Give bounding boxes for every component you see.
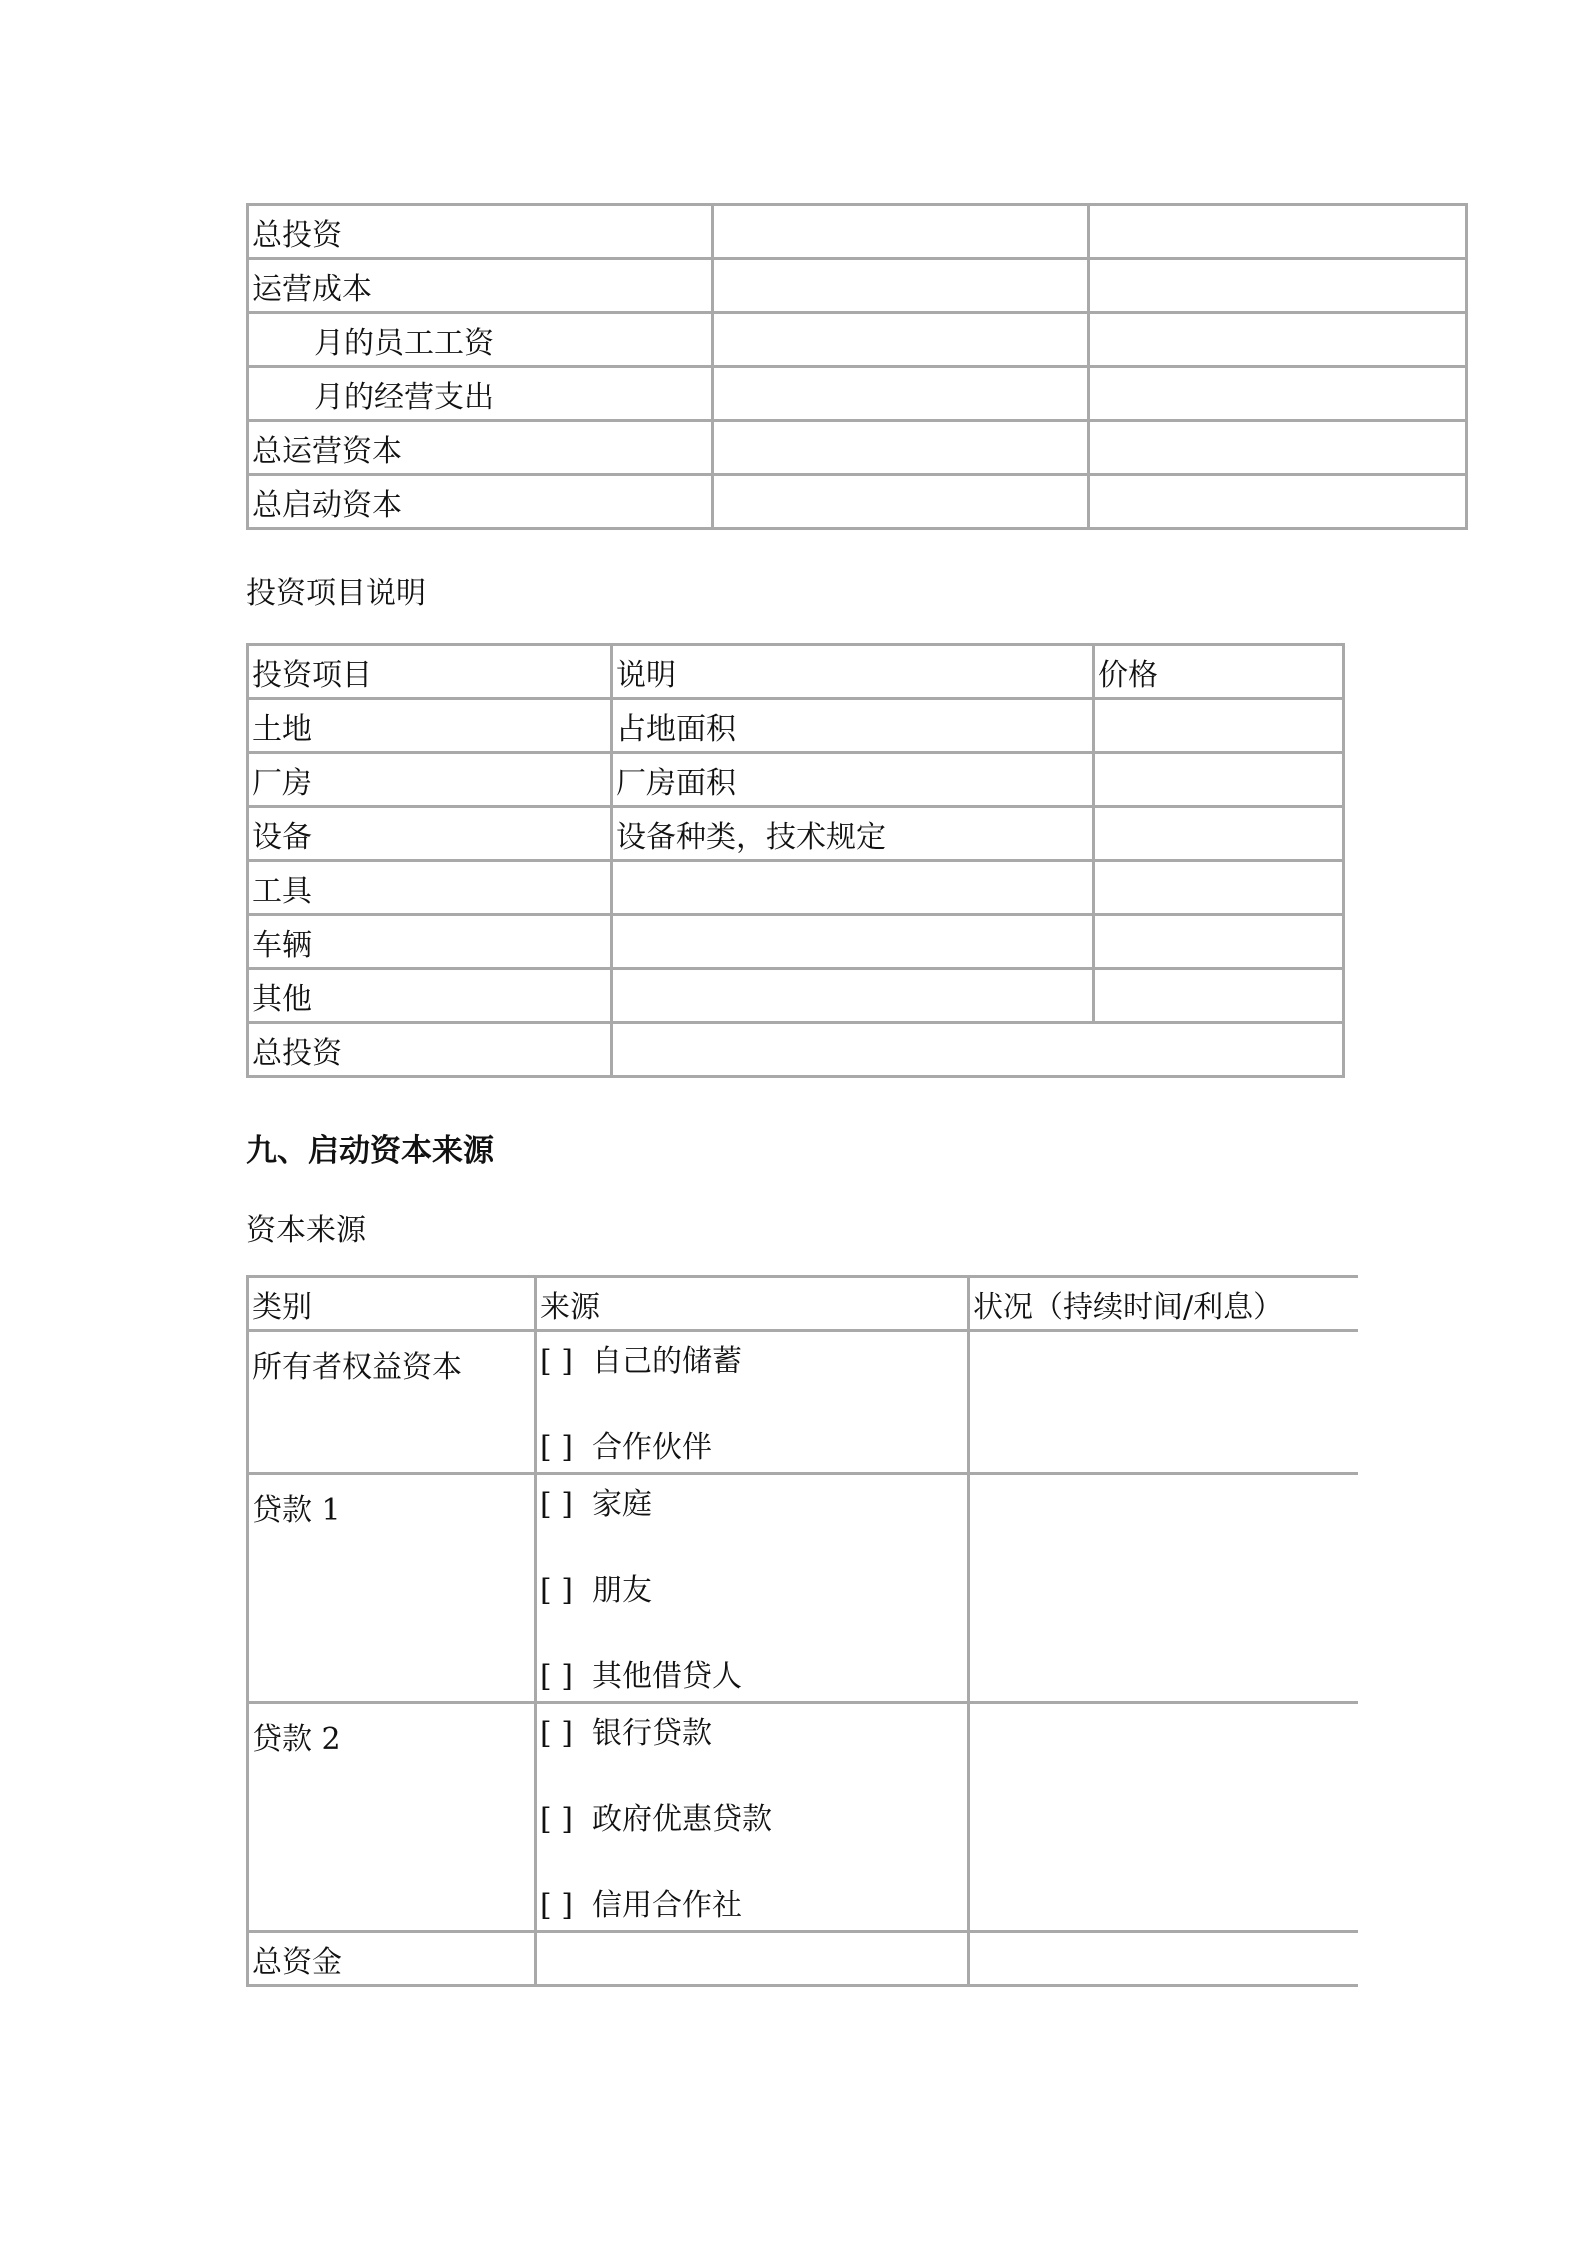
value-cell[interactable] [1089, 367, 1467, 421]
table-row [248, 313, 1467, 367]
source-option[interactable] [540, 1571, 967, 1657]
row-label: 总启动资本 [248, 475, 713, 529]
price-cell[interactable] [1094, 915, 1344, 969]
desc-cell: 占地面积 [612, 699, 1094, 753]
table-total-row [248, 1932, 1358, 1986]
checkbox-bracket[interactable]: [ ] [540, 1573, 573, 1608]
header-desc: 说明 [612, 645, 1094, 699]
item-cell: 设备 [248, 807, 612, 861]
desc-cell[interactable] [612, 861, 1094, 915]
header-category: 类别 [248, 1277, 536, 1331]
value-cell[interactable] [713, 367, 1089, 421]
table-row [248, 861, 1344, 915]
checkbox-bracket[interactable]: [ ] [540, 1487, 573, 1522]
header-source: 来源 [536, 1277, 969, 1331]
checkbox-bracket[interactable]: [ ] [540, 1344, 573, 1379]
table-row [248, 699, 1344, 753]
source-options [536, 1703, 969, 1932]
table-row [248, 969, 1344, 1023]
value-cell[interactable] [713, 475, 1089, 529]
value-cell[interactable] [713, 421, 1089, 475]
source-options [536, 1474, 969, 1703]
desc-cell: 厂房面积 [612, 753, 1094, 807]
checkbox-bracket[interactable]: [ ] [540, 1716, 573, 1751]
table-row [248, 367, 1467, 421]
row-label: 月的员工工资 [248, 313, 713, 367]
desc-cell[interactable] [612, 915, 1094, 969]
capital-source-caption: 资本来源 [246, 1213, 366, 1248]
category-cell: 贷款 2 [248, 1703, 536, 1932]
option-label: 政府优惠贷款 [592, 1802, 772, 1837]
status-cell[interactable] [969, 1331, 1358, 1474]
option-label: 自己的储蓄 [592, 1344, 742, 1379]
value-cell[interactable] [713, 259, 1089, 313]
source-option[interactable] [540, 1342, 967, 1428]
price-cell[interactable] [1094, 807, 1344, 861]
option-label: 合作伙伴 [592, 1430, 712, 1465]
checkbox-bracket[interactable]: [ ] [540, 1659, 573, 1694]
row-label: 总运营资本 [248, 421, 713, 475]
value-cell[interactable] [1089, 205, 1467, 259]
row-label: 总投资 [248, 205, 713, 259]
checkbox-bracket[interactable]: [ ] [540, 1888, 573, 1923]
table-row [248, 475, 1467, 529]
item-cell: 土地 [248, 699, 612, 753]
value-cell[interactable] [1089, 421, 1467, 475]
capital-sources-table [246, 1275, 1358, 1987]
header-item: 投资项目 [248, 645, 612, 699]
value-cell[interactable] [713, 313, 1089, 367]
table-row [248, 259, 1467, 313]
status-cell[interactable] [969, 1703, 1358, 1932]
price-cell[interactable] [1094, 753, 1344, 807]
item-cell: 车辆 [248, 915, 612, 969]
source-option[interactable] [540, 1886, 967, 1930]
investment-items-table [246, 643, 1345, 1078]
price-cell[interactable] [1094, 969, 1344, 1023]
table-row [248, 421, 1467, 475]
total-source-cell[interactable] [536, 1932, 969, 1986]
value-cell[interactable] [1089, 259, 1467, 313]
table-row [248, 1703, 1358, 1932]
total-value-cell[interactable] [612, 1023, 1344, 1077]
total-label: 总资金 [248, 1932, 536, 1986]
table-header-row [248, 1277, 1358, 1331]
investment-caption: 投资项目说明 [246, 576, 426, 611]
table-row [248, 753, 1344, 807]
header-price: 价格 [1094, 645, 1344, 699]
source-option[interactable] [540, 1485, 967, 1571]
option-label: 其他借贷人 [592, 1659, 742, 1694]
desc-cell[interactable] [612, 969, 1094, 1023]
item-cell: 其他 [248, 969, 612, 1023]
item-cell: 工具 [248, 861, 612, 915]
checkbox-bracket[interactable]: [ ] [540, 1802, 573, 1837]
source-option[interactable] [540, 1714, 967, 1800]
source-options [536, 1331, 969, 1474]
category-cell: 贷款 1 [248, 1474, 536, 1703]
table-header-row [248, 645, 1344, 699]
category-cell: 所有者权益资本 [248, 1331, 536, 1474]
value-cell[interactable] [1089, 475, 1467, 529]
status-cell[interactable] [969, 1474, 1358, 1703]
source-option[interactable] [540, 1800, 967, 1886]
option-label: 信用合作社 [592, 1888, 742, 1923]
price-cell[interactable] [1094, 861, 1344, 915]
row-label: 月的经营支出 [248, 367, 713, 421]
table-row [248, 1331, 1358, 1474]
header-status: 状况（持续时间/利息） [969, 1277, 1358, 1331]
item-cell: 厂房 [248, 753, 612, 807]
option-label: 银行贷款 [592, 1716, 712, 1751]
price-cell[interactable] [1094, 699, 1344, 753]
source-option[interactable] [540, 1428, 967, 1472]
value-cell[interactable] [713, 205, 1089, 259]
option-label: 家庭 [592, 1487, 652, 1522]
table-total-row [248, 1023, 1344, 1077]
checkbox-bracket[interactable]: [ ] [540, 1430, 573, 1465]
table-row [248, 807, 1344, 861]
table-row [248, 915, 1344, 969]
source-option[interactable] [540, 1657, 967, 1701]
desc-cell: 设备种类，技术规定 [612, 807, 1094, 861]
row-label: 运营成本 [248, 259, 713, 313]
table-row [248, 205, 1467, 259]
value-cell[interactable] [1089, 313, 1467, 367]
option-label: 朋友 [592, 1573, 652, 1608]
total-label: 总投资 [248, 1023, 612, 1077]
total-status-cell[interactable] [969, 1932, 1358, 1986]
table-row [248, 1474, 1358, 1703]
section-heading: 九、启动资本来源 [246, 1133, 494, 1169]
startup-capital-summary-table [246, 203, 1468, 530]
